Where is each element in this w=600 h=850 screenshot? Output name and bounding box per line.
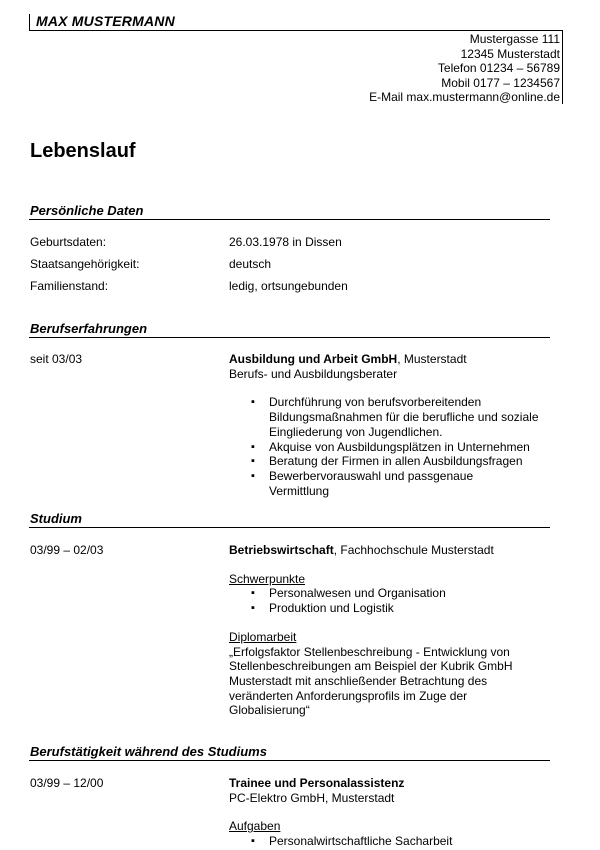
work-position: Trainee und Personalassistenz: [229, 776, 405, 790]
company-name: Ausbildung und Arbeit GmbH: [229, 352, 398, 366]
university-name: , Fachhochschule Musterstadt: [333, 543, 494, 557]
work-company: PC-Elektro GmbH, Musterstadt: [229, 790, 395, 805]
section-rule: [29, 219, 550, 220]
studies-date: 03/99 – 02/03: [30, 543, 104, 557]
studies-subject: [229, 543, 559, 558]
list-item: ▪ Durchführung von berufsvorbereitenden Bildungsmaßnahmen für die berufliche und soziale Eingliederung von Jugendlichen.: [229, 395, 549, 439]
work-date: 03/99 – 12/00: [30, 776, 104, 790]
list-item: ▪ Produktion und Logistik: [229, 601, 559, 616]
document-title: Lebenslauf: [30, 140, 136, 162]
list-item: ▪ Personalwirtschaftliche Sacharbeit: [229, 834, 559, 849]
list-item: ▪ Bewerbervorauswahl und passgenaue Vermittlung: [229, 469, 549, 498]
experience-bullets: [229, 395, 549, 498]
thesis-label: Diplomarbeit: [229, 629, 297, 644]
address-mobile: Mobil 0177 – 1234567: [441, 75, 560, 90]
focus-label: Schwerpunkte: [229, 571, 306, 586]
section-heading-experience: Berufserfahrungen: [30, 321, 148, 336]
section-heading-personal: Persönliche Daten: [30, 203, 144, 218]
experience-entry: [229, 352, 559, 498]
list-item: ▪ Akquise von Ausbildungsplätzen in Unternehmen: [229, 440, 549, 455]
label-marital: Familienstand:: [30, 279, 109, 293]
subject-name: Betriebswirtschaft: [229, 543, 334, 557]
focus-bullets: [229, 586, 559, 615]
experience-role: Berufs- und Ausbildungsberater: [229, 366, 398, 381]
tasks-label: Aufgaben: [229, 819, 281, 834]
address-phone: Telefon 01234 – 56789: [437, 61, 560, 75]
experience-date: seit 03/03: [30, 352, 83, 366]
list-item: ▪ Personalwesen und Organisation: [229, 586, 559, 601]
thesis-text: „Erfolgsfaktor Stellenbeschreibung - Entwicklung von Stellenbeschreibungen am Beispiel der Kubrik GmbH Musterstadt mit anschließender Betrachtung des veränderten Anforderungsprofils im Zuge der Globalisierung“: [229, 644, 513, 718]
address-street: Mustergasse 111: [469, 32, 560, 46]
header-top-rule: [29, 30, 562, 31]
value-marital: ledig, ortsungebunden: [229, 279, 348, 293]
section-heading-studies: Studium: [30, 511, 82, 526]
studies-entry: [229, 543, 559, 718]
company-location: , Musterstadt: [397, 352, 467, 366]
list-item: ▪ Beratung der Firmen in allen Ausbildungsfragen: [229, 454, 549, 469]
section-rule: [29, 760, 550, 761]
address-email: E-Mail max.mustermann@online.de: [369, 90, 560, 104]
work-entry: [229, 776, 559, 849]
tasks-bullets: [229, 834, 559, 849]
label-birth: Geburtsdaten:: [30, 235, 107, 249]
header-left-rule: [29, 14, 30, 31]
section-rule: [29, 337, 550, 338]
value-nationality: deutsch: [229, 257, 272, 271]
address-city: 12345 Musterstadt: [460, 46, 560, 61]
section-rule: [29, 527, 550, 528]
applicant-name: MAX MUSTERMANN: [36, 13, 175, 29]
contact-address: [369, 32, 560, 105]
label-nationality: Staatsangehörigkeit:: [30, 257, 140, 271]
experience-company: [229, 352, 559, 367]
value-birth: 26.03.1978 in Dissen: [229, 235, 342, 249]
section-heading-work-during-studies: Berufstätigkeit während des Studiums: [30, 744, 267, 759]
header-right-rule: [562, 30, 563, 104]
